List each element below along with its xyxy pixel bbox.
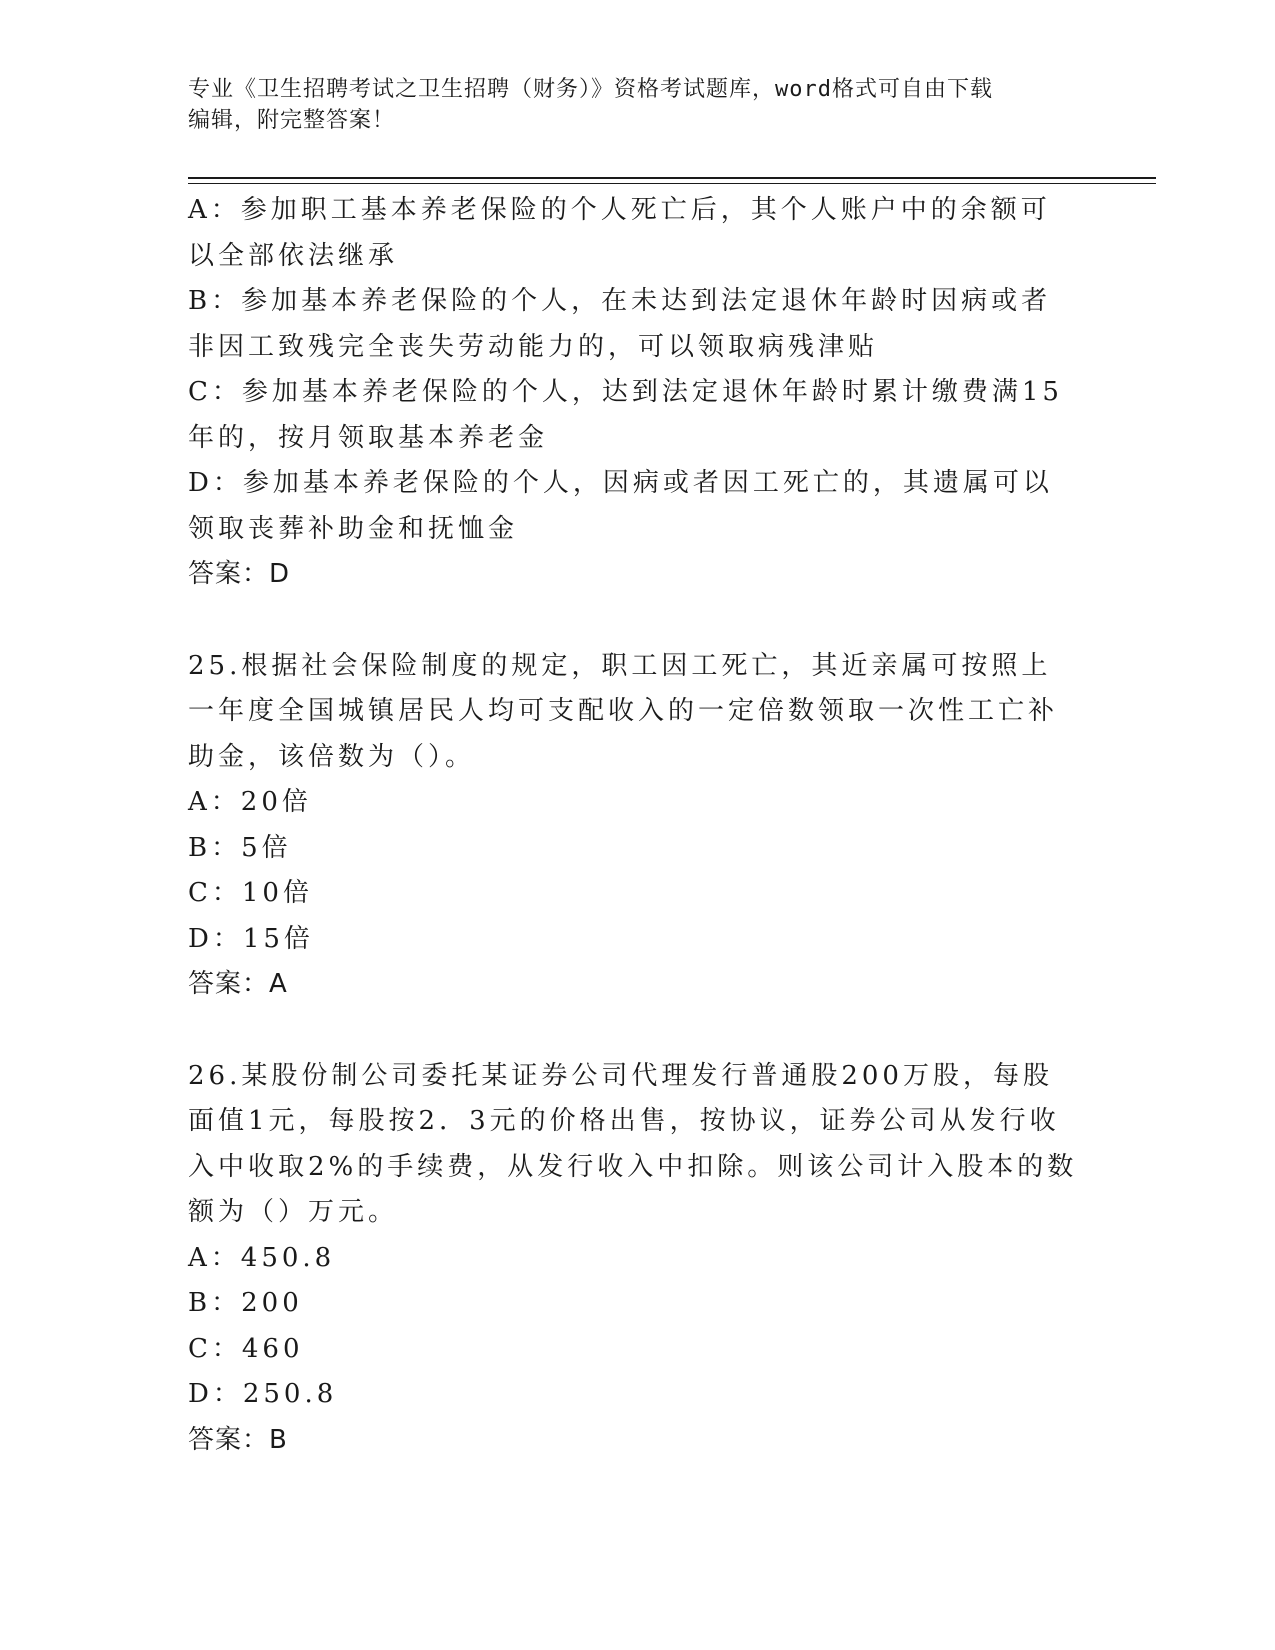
header-rule-thin [188, 183, 1156, 184]
q25-answer: 答案：A [188, 969, 288, 999]
q24-option-c: C：参加基本养老保险的个人，达到法定退休年龄时累计缴费满15年的，按月领取基本养老金 [188, 377, 1063, 453]
question-25 [188, 644, 1078, 1008]
q26-option-a: A：450.8 [188, 1242, 336, 1273]
q24-option-b: B：参加基本养老保险的个人，在未达到法定退休年龄时因病或者非因工致残完全丧失劳动能力的，可以领取病残津贴 [188, 286, 1052, 362]
question-24 [188, 188, 1078, 598]
q25-option-b: B：5倍 [188, 832, 292, 863]
q24-answer: 答案：D [188, 559, 291, 589]
page-header: 专业《卫生招聘考试之卫生招聘（财务）》资格考试题库，word格式可自由下载 编辑，附完整答案！ [188, 77, 993, 133]
q25-option-a: A：20倍 [188, 787, 312, 817]
q24-option-d: D：参加基本养老保险的个人，因病或者因工死亡的，其遗属可以领取丧葬补助金和抚恤金 [188, 468, 1053, 544]
q24-option-a: A：参加职工基本养老保险的个人死亡后，其个人账户中的余额可以全部依法继承 [188, 195, 1051, 271]
q25-option-c: C：10倍 [188, 878, 313, 908]
q26-option-d: D：250.8 [188, 1379, 338, 1409]
spacer [188, 598, 1078, 644]
header-rule-thick [188, 177, 1156, 179]
q26-option-c: C：460 [188, 1333, 304, 1364]
q26-answer: 答案：B [188, 1424, 288, 1455]
question-26 [188, 1054, 1078, 1464]
q26-stem: 26.某股份制公司委托某证券公司代理发行普通股200万股，每股面值1元，每股按2．3元的价格出售，按协议，证券公司从发行收入中收取2%的手续费，从发行收入中扣除。则该公司计入股本的数额为（）万元。 [188, 1060, 1078, 1227]
spacer [188, 1008, 1078, 1054]
question-content [188, 188, 1078, 1463]
q25-stem: 25.根据社会保险制度的规定，职工因工死亡，其近亲属可按照上一年度全国城镇居民人均可支配收入的一定倍数领取一次性工亡补助金，该倍数为（）。 [188, 650, 1059, 772]
q25-option-d: D：15倍 [188, 923, 314, 954]
q26-option-b: B：200 [188, 1288, 303, 1318]
